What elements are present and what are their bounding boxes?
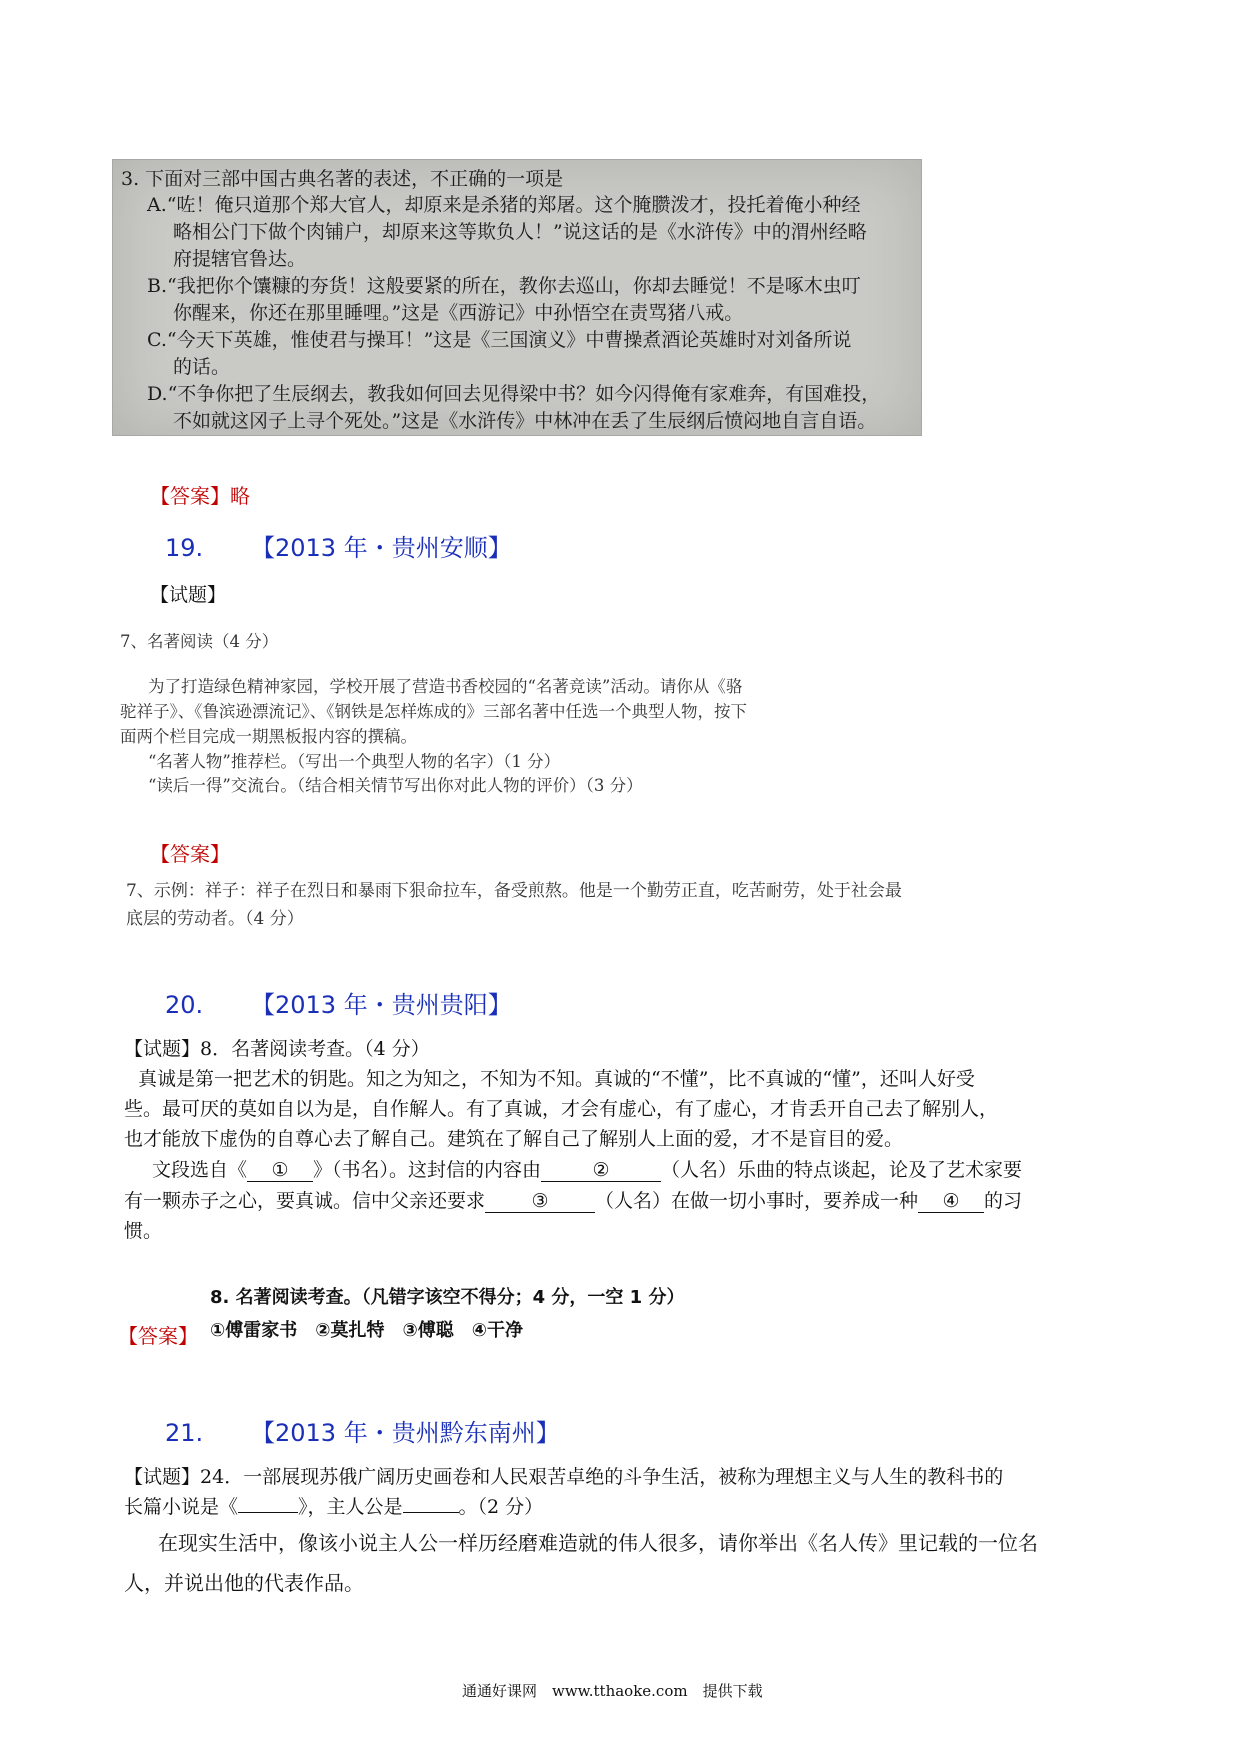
- question-7-scan-image: [112, 628, 812, 795]
- scan-line: 你醒来，你还在那里睡哩。”这是《西游记》中孙悟空在责骂猪八戒。: [173, 302, 744, 324]
- heading-title: 【2013 年・贵州黔东南州】: [251, 1419, 560, 1447]
- answer-20-scan-line: 8. 名著阅读考查。（凡错字该空不得分；4 分，一空 1 分）: [210, 1287, 685, 1308]
- scan-line: 7、示例：祥子：祥子在烈日和暴雨下狠命拉车，备受煎熬。他是一个勤劳正直，吃苦耐劳，处于社会最: [126, 881, 902, 901]
- paragraph-line: 也才能放下虚伪的自尊心去了解自己。建筑在了解自己了解别人上面的爱，才不是盲目的爱。: [124, 1128, 904, 1150]
- scan-line: 不如就这冈子上寻个死处。”这是《水浒传》中林冲在丢了生辰纲后愤闷地自言自语。: [173, 410, 877, 432]
- scan-line: 3. 下面对三部中国古典名著的表述，不正确的一项是: [121, 168, 564, 190]
- section-heading-19: [165, 528, 512, 563]
- question-20-line: [124, 1034, 430, 1065]
- blank-book-title: [238, 1512, 298, 1513]
- scan-line: A.“咗！俺只道那个郑大官人，却原来是杀猪的郑屠。这个腌臜泼才，投托着俺小种经: [147, 194, 861, 216]
- paragraph-line: 在现实生活中，像该小说主人公一样历经磨难造就的伟人很多，请你举出《名人传》里记载的一位名: [158, 1531, 1038, 1555]
- scan-line: B.“我把你个馕糠的夯货！这般要紧的所在，教你去巡山，你却去睡觉！不是啄木虫叮: [147, 275, 861, 297]
- answer-label: 【答案】: [150, 842, 230, 866]
- question-label: 【试题】: [124, 1038, 201, 1060]
- question-21-line: [124, 1462, 1003, 1493]
- question-3-scan-image: [112, 159, 922, 436]
- section-heading-21: [165, 1413, 560, 1448]
- answer-20-scan-line: ①傅雷家书 ②莫扎特 ③傅聪 ④干净: [210, 1320, 523, 1341]
- scan-line: “读后一得”交流台。（结合相关情节写出你对此人物的评价）（3 分）: [148, 776, 643, 795]
- scan-line: 底层的劳动者。（4 分）: [126, 909, 304, 929]
- question-text: 8．名著阅读考查。（4 分）: [200, 1038, 430, 1060]
- blank-1: ①: [247, 1159, 313, 1182]
- heading-number: 20.: [165, 991, 204, 1019]
- page-footer: 通通好课网 www.tthaoke.com 提供下载: [462, 1682, 763, 1700]
- paragraph-line: 惯。: [124, 1220, 163, 1242]
- scan-line: C.“今天下英雄，惟使君与操耳！”这是《三国演义》中曹操煮酒论英雄时对刘备所说: [147, 329, 852, 351]
- scan-line: “名著人物”推荐栏。（写出一个典型人物的名字）（1 分）: [148, 752, 561, 771]
- text-segment: 文段选自《: [152, 1159, 248, 1181]
- blank-3: ③: [485, 1190, 595, 1213]
- text-segment: 的习: [984, 1190, 1023, 1212]
- question-label: 【试题】: [124, 1466, 201, 1488]
- scan-line: 为了打造绿色精神家园，学校开展了营造书香校园的“名著竞读”活动。请你从《骆: [148, 677, 743, 696]
- section-heading-20: [165, 985, 512, 1020]
- text-segment: 》，主人公是: [298, 1496, 403, 1518]
- scan-line: D.“不争你把了生辰纲去，教我如何回去见得梁中书？如今闪得俺有家难奔，有国难投，: [147, 383, 881, 405]
- text-segment: 长篇小说是《: [124, 1496, 239, 1518]
- text-segment: 有一颗赤子之心，要真诚。信中父亲还要求: [124, 1190, 486, 1212]
- answer-label: 【答案】: [118, 1324, 198, 1348]
- blank-protagonist: [403, 1512, 459, 1513]
- blank-4: ④: [918, 1190, 984, 1213]
- heading-title: 【2013 年・贵州贵阳】: [251, 991, 512, 1019]
- text-segment: （人名）在做一切小事时，要养成一种: [595, 1190, 919, 1212]
- paragraph-line: [124, 1186, 1022, 1217]
- heading-number: 21.: [165, 1419, 204, 1447]
- paragraph-line: [152, 1155, 1022, 1186]
- paragraph-line: 真诚是第一把艺术的钥匙。知之为知之，不知为不知。真诚的“不懂”，比不真诚的“懂”，还叫人好受: [138, 1068, 975, 1090]
- scan-line: 面两个栏目完成一期黑板报内容的撰稿。: [120, 727, 417, 746]
- question-label: 【试题】: [150, 584, 227, 606]
- text-segment: 》（书名）。这封信的内容由: [313, 1159, 542, 1181]
- scan-line: 驼祥子》、《鲁滨逊漂流记》、《钢铁是怎样炼成的》三部名著中任选一个典型人物，按下: [120, 702, 747, 721]
- text-segment: 。（2 分）: [458, 1496, 544, 1518]
- scan-line: 略相公门下做个肉铺户，却原来这等欺负人！”说这话的是《水浒传》中的渭州经略: [173, 221, 867, 243]
- answer-row: [150, 480, 250, 509]
- answer-label: 【答案】: [150, 484, 230, 508]
- answer-7-scan-image: [120, 876, 1000, 936]
- blank-2: ②: [541, 1159, 661, 1182]
- scan-line: 7、名著阅读（4 分）: [120, 632, 279, 651]
- paragraph-line: 些。最可厌的莫如自以为是，自作解人。有了真诚，才会有虚心，有了虚心，才肯丢开自己去了解别人，: [124, 1098, 999, 1120]
- heading-title: 【2013 年・贵州安顺】: [251, 534, 512, 562]
- text-segment: （人名）乐曲的特点谈起，论及了艺术家要: [661, 1159, 1023, 1181]
- scan-line: 府提辖官鲁达。: [173, 248, 307, 270]
- heading-number: 19.: [165, 534, 204, 562]
- answer-text: 略: [230, 484, 250, 508]
- paragraph-line: [124, 1492, 543, 1523]
- paragraph-line: 人，并说出他的代表作品。: [124, 1571, 364, 1595]
- scan-line: 的话。: [173, 356, 231, 378]
- question-text: 24．一部展现苏俄广阔历史画卷和人民艰苦卓绝的斗争生活，被称为理想主义与人生的教科书的: [200, 1466, 1004, 1488]
